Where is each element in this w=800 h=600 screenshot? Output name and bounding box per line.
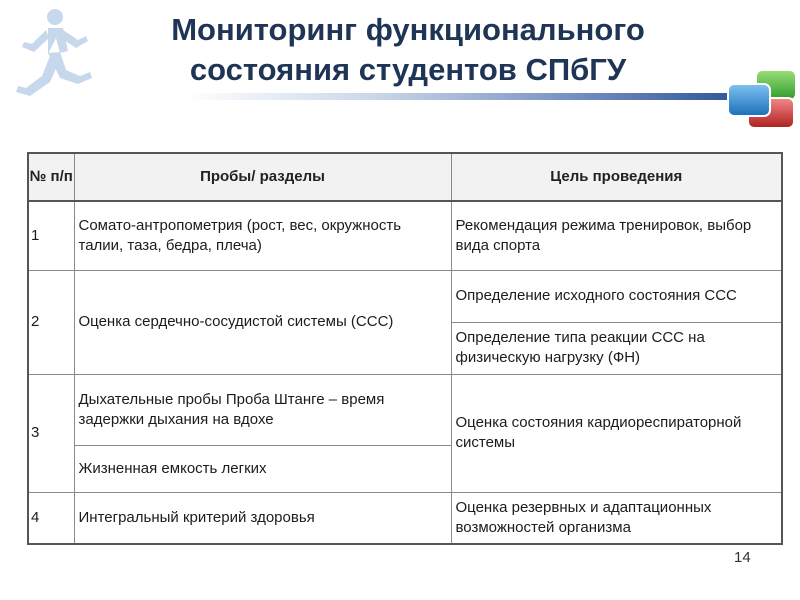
table-row — [28, 492, 782, 544]
row-3-section-2: Жизненная емкость легких — [74, 445, 451, 492]
row-1-purpose: Рекомендация режима тренировок, выбор вида спорта — [451, 201, 782, 270]
title-underline-bar — [185, 93, 737, 100]
monitoring-table — [27, 152, 783, 545]
row-4-section: Интегральный критерий здоровья — [74, 492, 451, 544]
row-2-purpose-2: Определение типа реакции ССС на физическую нагрузку (ФН) — [451, 322, 782, 374]
header-num: № п/п — [28, 153, 74, 201]
stacked-cubes-logo-icon — [722, 68, 800, 130]
table-row — [28, 374, 782, 445]
slide-title — [118, 10, 698, 90]
row-3-purpose: Оценка состояния кардиореспираторной системы — [451, 374, 782, 492]
row-4-purpose: Оценка резервных и адаптационных возможностей организма — [451, 492, 782, 544]
page-number: 14 — [734, 549, 751, 566]
table-row — [28, 201, 782, 270]
row-2-purpose-1: Определение исходного состояния ССС — [451, 270, 782, 322]
table-header-row — [28, 153, 782, 201]
header-purpose: Цель проведения — [451, 153, 782, 201]
row-2-section: Оценка сердечно-сосудистой системы (ССС) — [74, 270, 451, 374]
row-3-num: 3 — [28, 374, 74, 492]
row-4-num: 4 — [28, 492, 74, 544]
row-1-num: 1 — [28, 201, 74, 270]
row-3-section-1: Дыхательные пробы Проба Штанге – время задержки дыхания на вдохе — [74, 374, 451, 445]
header-sections: Пробы/ разделы — [74, 153, 451, 201]
table-row — [28, 270, 782, 322]
row-1-section: Сомато-антропометрия (рост, вес, окружность талии, таза, бедра, плеча) — [74, 201, 451, 270]
row-2-num: 2 — [28, 270, 74, 374]
title-line-1: Мониторинг функционального — [171, 12, 645, 47]
runner-logo-icon — [8, 6, 98, 106]
title-line-2: состояния студентов СПбГУ — [189, 52, 627, 87]
